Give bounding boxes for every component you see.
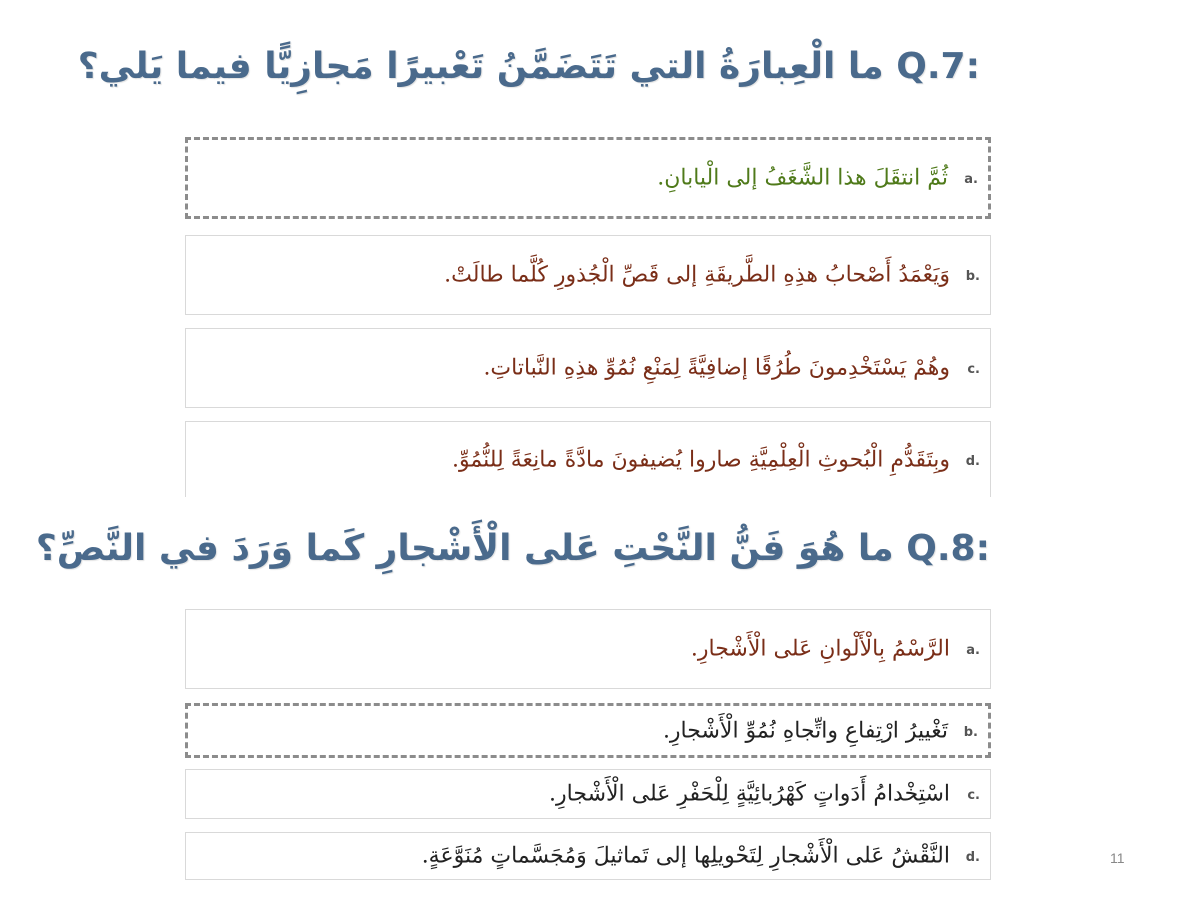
q8-number: Q.8:: [906, 528, 990, 569]
q7-option-d-text: وبِتَقَدُّمِ الْبُحوثِ الْعِلْمِيَّةِ صاروا يُضيفونَ مادَّةً مانِعَةً لِلنُّمُوِّ.: [452, 447, 950, 472]
q7-option-c[interactable]: [185, 328, 991, 408]
q7-option-b-text: وَيَعْمَدُ أَصْحابُ هذِهِ الطَّريقَةِ إلى قَصِّ الْجُذورِ كُلَّما طالَتْ.: [444, 262, 950, 288]
q7-option-b-letter: b.: [965, 269, 980, 284]
q7-question-text: ما الْعِبارَةُ التي تَتَضَمَّنُ تَعْبيرًا مَجازِيًّا فيما يَلي؟: [77, 46, 884, 87]
q8-option-b[interactable]: [185, 703, 991, 758]
q7-title: [77, 46, 980, 87]
q7-option-a[interactable]: [185, 137, 991, 219]
q7-option-a-letter: a.: [964, 172, 978, 187]
q8-option-c[interactable]: [185, 769, 991, 819]
page-number: 11: [1110, 850, 1125, 866]
q8-option-b-text: تَغْييرُ ارْتِفاعِ واتِّجاهِ نُمُوِّ الْأَشْجارِ.: [662, 718, 948, 743]
q8-option-a-text: الرَّسْمُ بِالْأَلْوانِ عَلى الْأَشْجارِ.: [690, 636, 950, 662]
q7-option-a-text: ثُمَّ انتقَلَ هذا الشَّغَفُ إلى الْيابانِ.: [657, 165, 948, 191]
q8-option-d-letter: d.: [965, 850, 980, 865]
q8-option-d[interactable]: [185, 832, 991, 880]
q8-option-d-text: النَّقْشُ عَلى الْأَشْجارِ لِتَحْويلِها إلى تَماثيلَ وَمُجَسَّماتٍ مُنَوَّعَةٍ.: [421, 843, 950, 869]
q7-option-b[interactable]: [185, 235, 991, 315]
q8-option-c-text: اسْتِخْدامُ أَدَواتٍ كَهْرُبائِيَّةٍ لِلْحَفْرِ عَلى الْأَشْجارِ.: [549, 781, 950, 807]
q7-option-c-text: وهُمْ يَسْتَخْدِمونَ طُرُقًا إضافِيَّةً لِمَنْعِ نُمُوِّ هذِهِ النَّباتاتِ.: [483, 355, 950, 381]
q8-option-b-letter: b.: [963, 724, 978, 740]
q7-number: Q.7:: [896, 46, 980, 87]
q8-option-a-letter: a.: [966, 643, 980, 658]
q8-title: [35, 528, 990, 569]
q8-question-text: ما هُوَ فَنُّ النَّحْتِ عَلى الْأَشْجارِ كَما وَرَدَ في النَّصِّ؟: [35, 528, 894, 569]
q7-option-d-letter: d.: [965, 453, 980, 469]
q7-option-c-letter: c.: [967, 362, 980, 377]
q7-option-d[interactable]: [185, 421, 991, 497]
q8-option-a[interactable]: [185, 609, 991, 689]
q8-option-c-letter: c.: [967, 788, 980, 803]
